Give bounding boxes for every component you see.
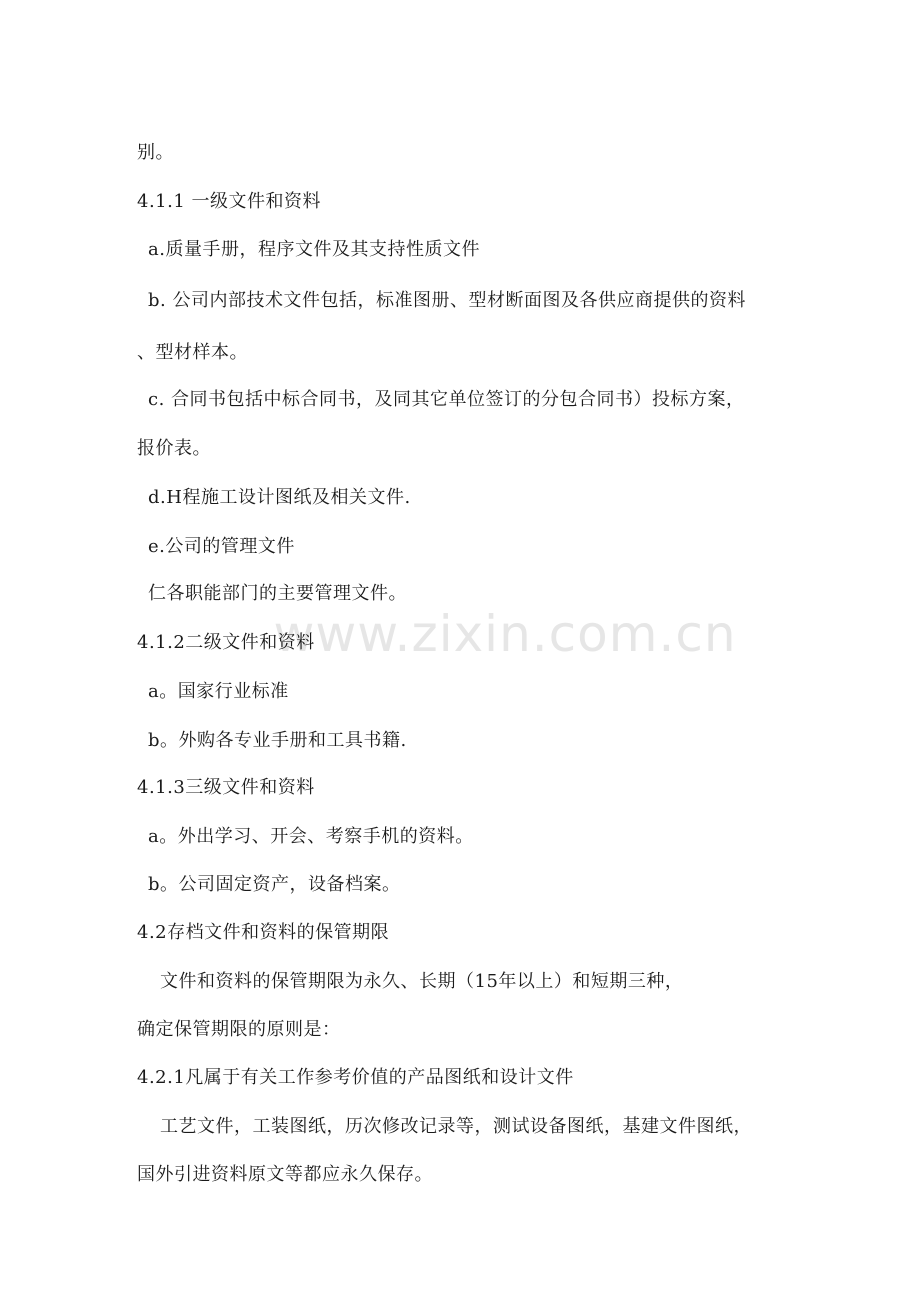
list-item: 仁各职能部门的主要管理文件。 bbox=[148, 583, 407, 604]
paragraph-line: 国外引进资料原文等都应永久保存。 bbox=[137, 1164, 433, 1185]
list-item: b。公司固定资产，设备档案。 bbox=[148, 874, 401, 895]
list-item: a。国家行业标准 bbox=[148, 681, 289, 702]
list-item: d.H程施工设计图纸及相关文件. bbox=[148, 487, 411, 508]
list-item: b. 公司内部技术文件包括，标准图册、型材断面图及各供应商提供的资料 bbox=[148, 290, 746, 311]
paragraph-line: 文件和资料的保管期限为永久、长期（15年以上）和短期三种， bbox=[160, 971, 684, 992]
text-line: 、型材样本。 bbox=[137, 342, 248, 363]
list-item: c. 合同书包括中标合同书，及同其它单位签订的分包合同书）投标方案， bbox=[148, 389, 745, 410]
list-item: b。外购各专业手册和工具书籍. bbox=[148, 730, 407, 751]
list-item: a。外出学习、开会、考察手机的资料。 bbox=[148, 826, 474, 847]
paragraph-line: 工艺文件，工装图纸，历次修改记录等，测试设备图纸，基建文件图纸， bbox=[160, 1116, 752, 1137]
section-heading: 4.2存档文件和资料的保管期限 bbox=[137, 922, 390, 943]
section-heading: 4.1.2二级文件和资料 bbox=[137, 632, 315, 653]
watermark: www.zixin.com.cn bbox=[273, 605, 737, 663]
text-line: 报价表。 bbox=[137, 438, 211, 459]
paragraph-line: 确定保管期限的原则是： bbox=[137, 1019, 341, 1040]
list-item: a.质量手册，程序文件及其支持性质文件 bbox=[148, 239, 480, 260]
section-heading: 4.1.3三级文件和资料 bbox=[137, 777, 315, 798]
section-heading: 4.2.1凡属于有关工作参考价值的产品图纸和设计文件 bbox=[137, 1067, 574, 1088]
section-heading: 4.1.1 一级文件和资料 bbox=[137, 191, 322, 212]
list-item: e.公司的管理文件 bbox=[148, 536, 295, 557]
text-line: 别。 bbox=[137, 142, 174, 163]
